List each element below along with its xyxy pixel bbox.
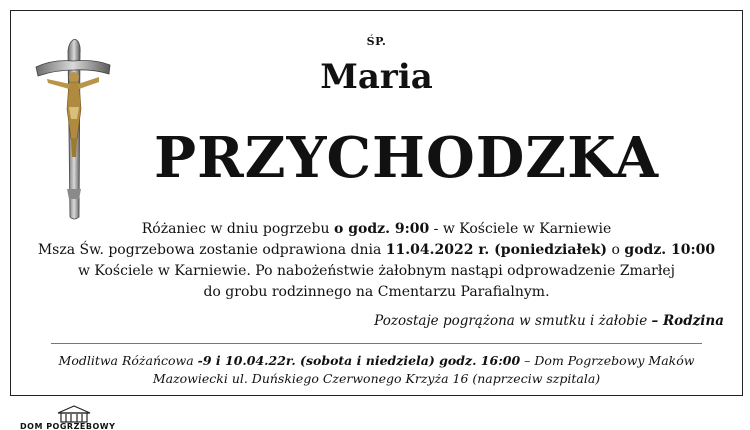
- rosary-time: o godz. 9:00: [334, 221, 430, 237]
- mass-time: godz. 10:00: [624, 242, 716, 258]
- prayer-dates: -9 i 10.04.22r. (sobota i niedziela) godz. 16:00: [197, 353, 521, 368]
- funeral-home-logo: [14, 402, 144, 430]
- divider: [51, 343, 702, 344]
- deceased-surname: PRZYCHODZKA: [153, 125, 660, 191]
- mass-line: Msza Św. pogrzebowa zostanie odprawiona dnia 11.04.2022 r. (poniedziałek) o godz. 10:00: [37, 242, 716, 258]
- deceased-prefix: ŚP.: [366, 35, 387, 48]
- rosary-line: Różaniec w dniu pogrzebu o godz. 9:00 - w Kościele w Karniewie: [141, 221, 612, 237]
- burial-line: do grobu rodzinnego na Cmentarzu Parafialnym.: [203, 284, 550, 300]
- funeral-home-name: DOM POGRZEBOWY: [20, 422, 116, 430]
- prayer-address: Mazowiecki ul. Duńskiego Czerwonego Krzyża 16 (naprzeciw szpitala): [152, 371, 601, 386]
- mass-date: 11.04.2022 r. (poniedziałek): [385, 242, 608, 258]
- deceased-first-name: Maria: [320, 57, 433, 97]
- obituary-card: [10, 10, 743, 396]
- procession-line: w Kościele w Karniewie. Po nabożeństwie żałobnym nastąpi odprowadzenie Zmarłej: [77, 263, 676, 279]
- funeral-home-building-icon: [54, 404, 94, 424]
- family-label: – Rodzina: [651, 313, 724, 329]
- rosary-prayer-notice: Modlitwa Różańcowa -9 i 10.04.22r. (sobota i niedziela) godz. 16:00 – Dom Pogrzebowy Maków Mazowiecki ul. Duńskiego Czerwonego Krzyża 16 (naprzeciw szpitala): [41, 352, 712, 388]
- mourners-signoff: Pozostaje pogrążona w smutku i żałobie – Rodzina: [374, 313, 724, 329]
- funeral-details: [31, 219, 722, 303]
